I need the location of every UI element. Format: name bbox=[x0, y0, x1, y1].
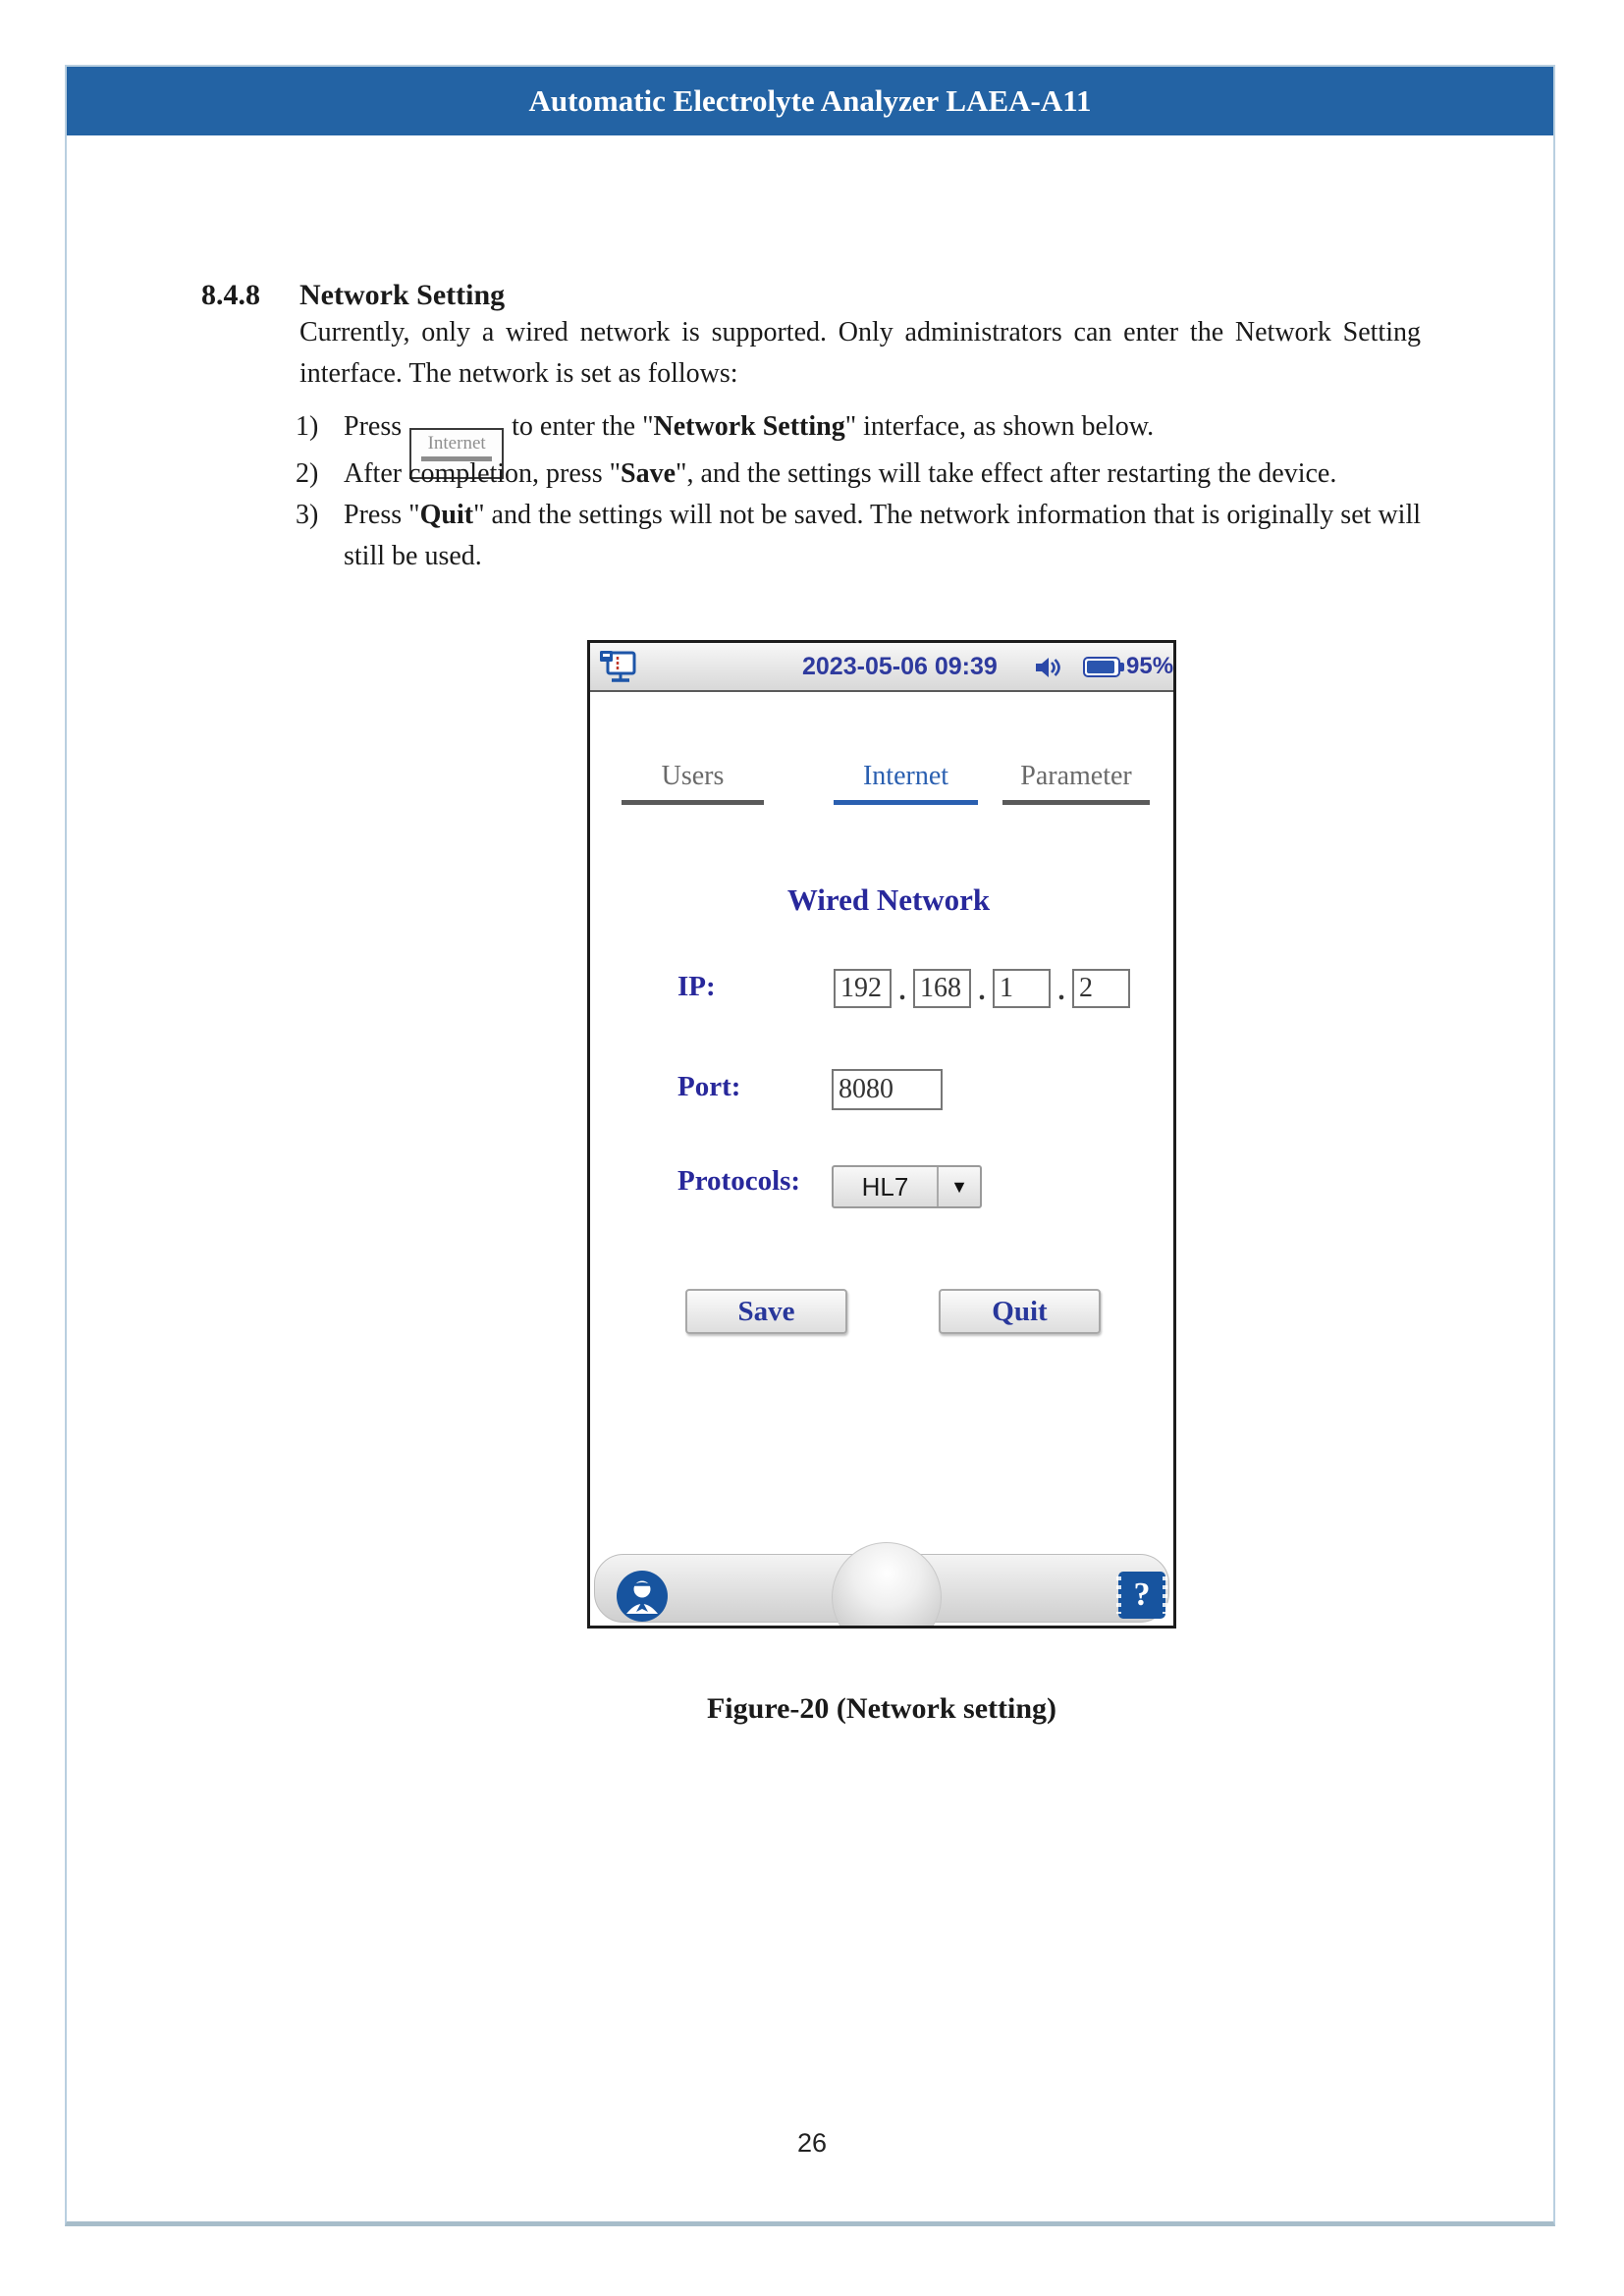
save-button[interactable]: Save bbox=[685, 1289, 847, 1334]
tab-internet-underline bbox=[834, 800, 978, 805]
battery-percent: 95% bbox=[1126, 653, 1174, 679]
network-status-icon bbox=[598, 649, 637, 686]
tab-internet[interactable] bbox=[834, 757, 978, 805]
tab-users-label: Users bbox=[661, 761, 725, 791]
page-title: Automatic Electrolyte Analyzer LAEA-A11 bbox=[528, 83, 1092, 118]
ip-octet-input-4[interactable]: 2 bbox=[1072, 969, 1130, 1008]
ip-field-group bbox=[834, 969, 1130, 1008]
step-text-bold: Network Setting bbox=[653, 411, 845, 442]
speaker-icon bbox=[1034, 654, 1061, 681]
step-1 bbox=[296, 395, 1421, 454]
section-number: 8.4.8 bbox=[201, 279, 260, 311]
help-icon[interactable] bbox=[1118, 1572, 1165, 1619]
device-screenshot bbox=[587, 640, 1176, 1629]
step-text-mid: to enter the " bbox=[512, 411, 654, 442]
tab-parameter-underline bbox=[1002, 800, 1150, 805]
step-text-pre: Press " bbox=[344, 500, 420, 530]
step-number: 1) bbox=[296, 411, 319, 442]
chevron-down-icon: ▼ bbox=[950, 1177, 968, 1197]
step-text-pre: After completion, press " bbox=[344, 458, 622, 489]
screen-title: Wired Network bbox=[786, 882, 991, 917]
ip-dot-separator: . bbox=[978, 976, 986, 1006]
ip-dot-separator: . bbox=[898, 976, 906, 1006]
ip-octet-input-3[interactable]: 1 bbox=[993, 969, 1051, 1008]
step-text-post: " and the settings will not be saved. The network information that is originally set will still be used. bbox=[344, 500, 1421, 571]
header-bar bbox=[67, 67, 1553, 135]
battery-icon bbox=[1083, 657, 1120, 677]
protocols-selected-value: HL7 bbox=[861, 1172, 909, 1201]
step-text-post: " interface, as shown below. bbox=[844, 411, 1155, 442]
step-text-pre: Press bbox=[344, 411, 403, 442]
step-2 bbox=[296, 454, 1421, 495]
tab-parameter[interactable] bbox=[1002, 757, 1150, 805]
user-icon[interactable] bbox=[616, 1570, 669, 1623]
protocols-dropdown[interactable] bbox=[832, 1165, 982, 1208]
status-datetime: 2023-05-06 09:39 bbox=[802, 653, 998, 680]
step-text bbox=[344, 411, 1155, 454]
ip-octet-input-1[interactable]: 192 bbox=[834, 969, 892, 1008]
question-mark-glyph: ? bbox=[1133, 1576, 1151, 1613]
steps-list bbox=[296, 395, 1421, 577]
step-text-post: ", and the settings will take effect after restarting the device. bbox=[676, 458, 1337, 489]
step-number: 2) bbox=[296, 458, 319, 489]
quit-button[interactable]: Quit bbox=[939, 1289, 1101, 1334]
step-number: 3) bbox=[296, 500, 319, 530]
internet-tab-button-label: Internet bbox=[427, 433, 486, 454]
status-bar bbox=[590, 643, 1173, 692]
tab-users[interactable] bbox=[622, 757, 764, 805]
tab-parameter-label: Parameter bbox=[1020, 761, 1132, 791]
step-text-bold: Quit bbox=[419, 500, 474, 530]
tab-users-underline bbox=[622, 800, 764, 805]
battery-fill bbox=[1087, 661, 1114, 673]
tab-internet-label: Internet bbox=[862, 761, 949, 791]
port-label: Port: bbox=[677, 1071, 741, 1102]
ip-octet-input-2[interactable]: 168 bbox=[913, 969, 971, 1008]
port-input[interactable]: 8080 bbox=[832, 1069, 943, 1110]
step-3 bbox=[296, 495, 1421, 577]
intro-paragraph: Currently, only a wired network is supported. Only administrators can enter the Network Setting interface. The network is set as follows: bbox=[299, 317, 1421, 389]
figure-caption: Figure-20 (Network setting) bbox=[706, 1692, 1057, 1725]
step-text-bold: Save bbox=[621, 458, 677, 489]
section-heading bbox=[201, 279, 505, 312]
section-title: Network Setting bbox=[299, 279, 506, 311]
page-number: 26 bbox=[796, 2128, 828, 2158]
ip-label: IP: bbox=[677, 971, 716, 1002]
protocols-label: Protocols: bbox=[677, 1165, 801, 1197]
ip-dot-separator: . bbox=[1057, 976, 1065, 1006]
